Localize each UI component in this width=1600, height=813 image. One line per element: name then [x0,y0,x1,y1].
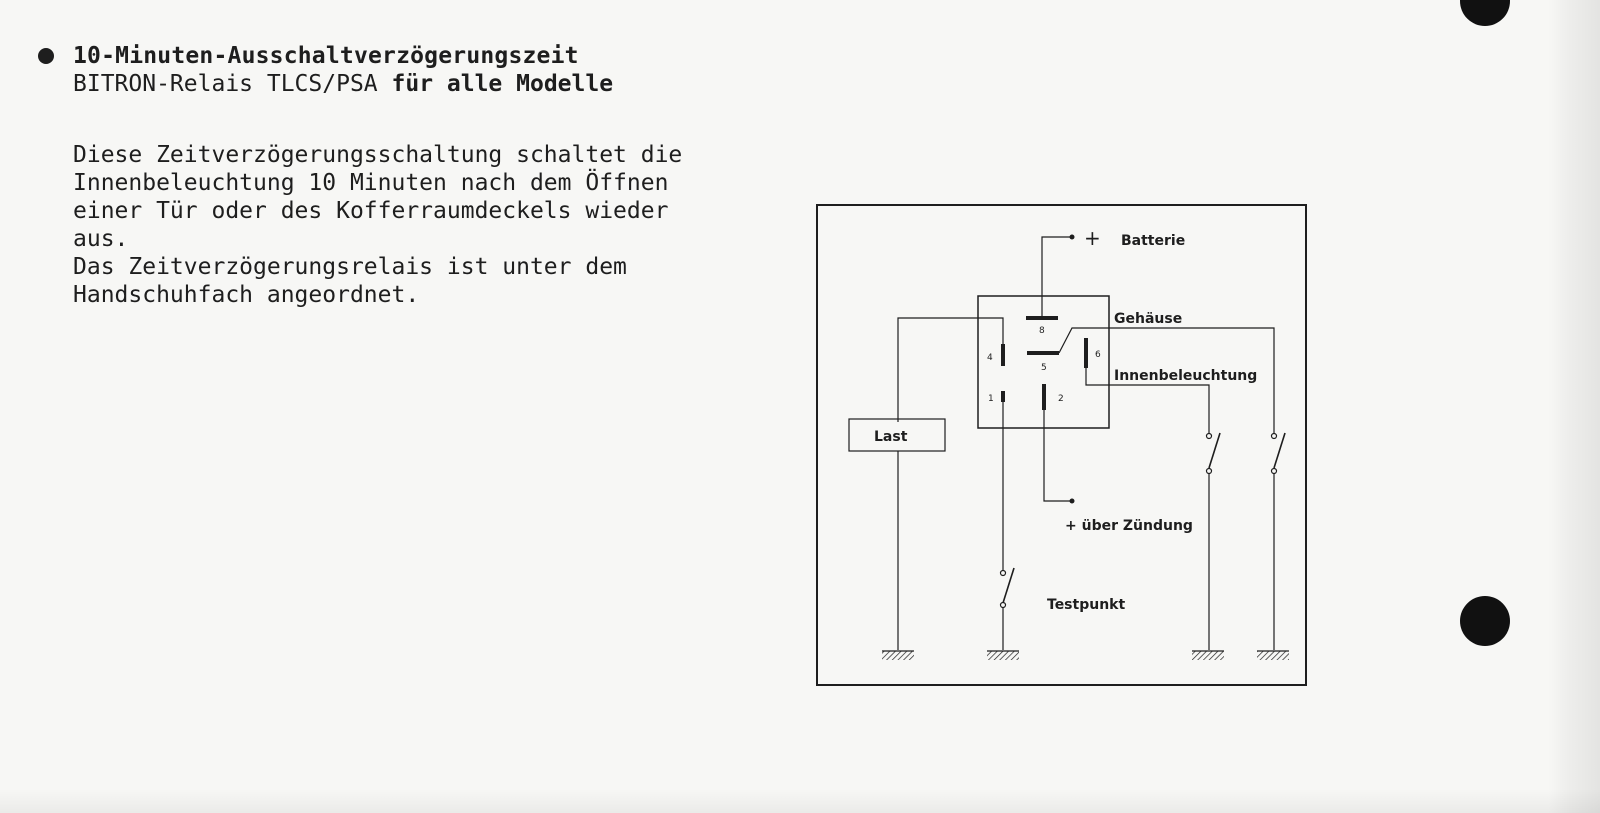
subheading-relay-name: BITRON-Relais TLCS/PSA [73,71,392,97]
pin-8-label: 8 [1039,326,1045,336]
battery-wire [1042,237,1071,318]
pin-6-contact [1084,338,1088,368]
trunk-switch-contact [1207,434,1212,439]
pin-5-label: 5 [1041,363,1047,373]
testpoint-switch-contact [1001,571,1006,576]
ground-symbol [1257,651,1289,660]
section-heading: 10-Minuten-Ausschaltverzögerungszeit [73,43,579,69]
pin-1-label: 1 [988,394,994,404]
wiring-diagram-svg [816,204,1308,688]
pin-2-contact [1042,384,1046,410]
body-line: aus. [73,226,129,252]
battery-terminal [1070,235,1075,240]
page-bottom-shadow [0,789,1600,813]
punch-hole-bottom [1460,596,1510,646]
interior-light-label: Innenbeleuchtung [1114,368,1258,384]
door-switch-contact [1272,434,1277,439]
door-switch-pivot [1272,469,1277,474]
pin-1-contact [1001,391,1005,402]
ignition-terminal [1070,499,1075,504]
testpoint-label: Testpunkt [1047,597,1126,613]
ignition-wire [1044,410,1070,501]
body-line: Innenbeleuchtung 10 Minuten nach dem Öffnen [73,170,669,196]
ground-symbol [1192,651,1224,660]
section-subheading [73,70,613,98]
wiring-diagram [816,204,1308,688]
load-label: Last [874,429,908,445]
pin-2-label: 2 [1058,394,1064,404]
pin-4-contact [1001,344,1005,366]
bullet-icon [38,48,54,64]
punch-hole-top [1460,0,1510,26]
body-paragraph [73,141,793,309]
housing-label: Gehäuse [1114,311,1183,327]
body-line: einer Tür oder des Kofferraumdeckels wieder [73,198,669,224]
ignition-label: + über Zündung [1065,518,1193,534]
ground-symbol [882,651,914,660]
ground-symbol [987,651,1019,660]
body-line: Das Zeitverzögerungsrelais ist unter dem [73,254,627,280]
battery-label: Batterie [1121,233,1186,249]
body-line: Diese Zeitverzögerungsschaltung schaltet die [73,142,683,168]
battery-plus-symbol: + [1084,226,1101,250]
testpoint-switch-pivot [1001,603,1006,608]
subheading-models: für alle Modelle [391,71,614,97]
diagram-frame [817,205,1306,685]
pin-8-contact [1026,316,1058,320]
pin-5-contact [1027,351,1059,355]
page-edge-shadow [1548,0,1600,813]
testpoint-switch-lever [1003,568,1014,603]
trunk-switch-pivot [1207,469,1212,474]
pin-4-label: 4 [987,353,993,363]
load-wire [898,318,1003,422]
pin-6-label: 6 [1095,350,1101,360]
body-line: Handschuhfach angeordnet. [73,282,420,308]
